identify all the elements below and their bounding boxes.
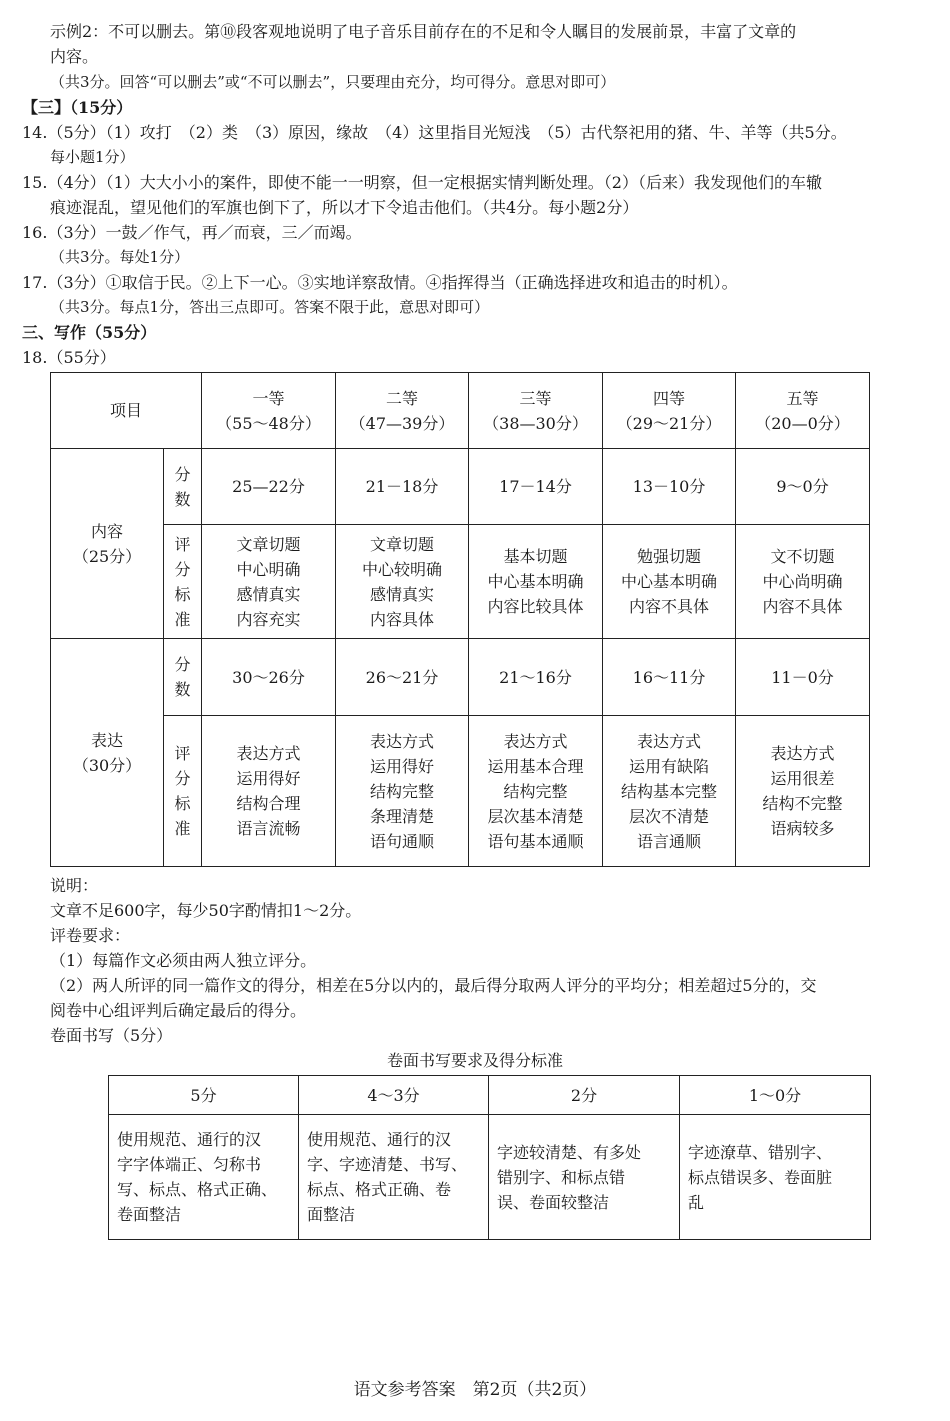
- example2-line2: 内容。: [50, 47, 99, 66]
- content-score-4: 13－10分: [603, 449, 736, 525]
- content-score-3: 17－14分: [469, 449, 603, 525]
- grade-header-row: [51, 373, 870, 449]
- requirement-2-line1: （2）两人所评的同一篇作文的得分，相差在5分以内的，最后得分取两人评分的平均分；相差超过5分的，交: [50, 976, 817, 995]
- handwriting-table: [108, 1075, 871, 1240]
- expression-score-5: 11－0分: [736, 639, 870, 716]
- q14-line1: 14.（5分）（1）攻打 （2）类 （3）原因，缘故 （4）这里指目光短浅 （5）古代祭祀用的猪、牛、羊等（共5分。: [22, 123, 847, 142]
- expression-criteria-4: 表达方式 运用有缺陷 结构基本完整 层次不清楚 语言通顺: [603, 716, 736, 867]
- q14-line2: 每小题1分）: [50, 148, 135, 166]
- level-4-header: 四等 （29～21分）: [603, 373, 736, 449]
- handwriting-cell-3: 字迹较清楚、有多处 错别字、和标点错 误、卷面较整洁: [489, 1115, 680, 1240]
- requirement-1: （1）每篇作文必须由两人独立评分。: [50, 951, 317, 970]
- level-3-header: 三等 （38—30分）: [469, 373, 603, 449]
- handwriting-header-1: 5分: [109, 1076, 299, 1115]
- handwriting-header-2: 4～3分: [299, 1076, 489, 1115]
- expression-score-label: 分 数: [164, 639, 202, 716]
- content-score-label: 分 数: [164, 449, 202, 525]
- content-score-1: 25—22分: [202, 449, 336, 525]
- expression-score-row: [51, 639, 870, 716]
- expression-score-2: 26～21分: [336, 639, 469, 716]
- expression-criteria-label: 评 分 标 准: [164, 716, 202, 867]
- content-score-5: 9～0分: [736, 449, 870, 525]
- handwriting-header-row: [109, 1076, 871, 1115]
- explain-label: 说明：: [50, 876, 99, 895]
- section3-heading: 【三】（15分）: [22, 98, 133, 117]
- explain-text: 文章不足600字，每少50字酌情扣1～2分。: [50, 901, 362, 920]
- q17-line1: 17.（3分）①取信于民。②上下一心。③实地详察敌情。④指挥得当（正确选择进攻和追击的时机）。: [22, 273, 738, 292]
- handwriting-cell-4: 字迹潦草、错别字、 标点错误多、卷面脏 乱: [680, 1115, 871, 1240]
- handwriting-header-3: 2分: [489, 1076, 680, 1115]
- handwriting-cell-2: 使用规范、通行的汉 字、字迹清楚、书写、 标点、格式正确、卷 面整洁: [299, 1115, 489, 1240]
- content-criteria-1: 文章切题 中心明确 感情真实 内容充实: [202, 525, 336, 639]
- writing-heading: 三、写作（55分）: [22, 323, 157, 342]
- handwriting-table-caption: 卷面书写要求及得分标准: [386, 1051, 563, 1070]
- content-criteria-4: 勉强切题 中心基本明确 内容不具体: [603, 525, 736, 639]
- content-criteria-3: 基本切题 中心基本明确 内容比较具体: [469, 525, 603, 639]
- handwriting-body-row: [109, 1115, 871, 1240]
- requirements-label: 评卷要求：: [50, 926, 131, 945]
- expression-score-4: 16～11分: [603, 639, 736, 716]
- expression-score-3: 21～16分: [469, 639, 603, 716]
- q18-label: 18.（55分）: [22, 348, 116, 367]
- handwriting-label: 卷面书写（5分）: [50, 1026, 173, 1045]
- example2-line1: 示例2：不可以删去。第⑩段客观地说明了电子音乐目前存在的不足和令人瞩目的发展前景，丰富了文章的: [50, 22, 797, 41]
- content-category: 内容 （25分）: [51, 449, 164, 639]
- expression-score-1: 30～26分: [202, 639, 336, 716]
- content-criteria-row: [51, 525, 870, 639]
- content-score-2: 21－18分: [336, 449, 469, 525]
- expression-criteria-row: [51, 716, 870, 867]
- item-header: 项目: [51, 373, 202, 449]
- grading-table: [50, 372, 870, 867]
- content-criteria-2: 文章切题 中心较明确 感情真实 内容具体: [336, 525, 469, 639]
- content-criteria-label: 评 分 标 准: [164, 525, 202, 639]
- q16-line1: 16.（3分）一鼓／作气，再／而衰，三／而竭。: [22, 223, 362, 242]
- content-criteria-5: 文不切题 中心尚明确 内容不具体: [736, 525, 870, 639]
- level-5-header: 五等 （20—0分）: [736, 373, 870, 449]
- expression-criteria-2: 表达方式 运用得好 结构完整 条理清楚 语句通顺: [336, 716, 469, 867]
- q17-line2: （共3分。每点1分，答出三点即可。答案不限于此，意思对即可）: [50, 298, 490, 316]
- page-footer: 语文参考答案 第2页（共2页）: [353, 1380, 597, 1400]
- expression-category: 表达 （30分）: [51, 639, 164, 867]
- expression-criteria-3: 表达方式 运用基本合理 结构完整 层次基本清楚 语句基本通顺: [469, 716, 603, 867]
- level-1-header: 一等 （55～48分）: [202, 373, 336, 449]
- q15-line1: 15.（4分）（1）大大小小的案件，即使不能一一明察，但一定根据实情判断处理。（2）（后来）我发现他们的车辙: [22, 173, 822, 192]
- q16-line2: （共3分。每处1分）: [50, 248, 190, 266]
- requirement-2-line2: 阅卷中心组评判后确定最后的得分。: [50, 1001, 307, 1020]
- handwriting-cell-1: 使用规范、通行的汉 字字体端正、匀称书 写、标点、格式正确、 卷面整洁: [109, 1115, 299, 1240]
- handwriting-header-4: 1～0分: [680, 1076, 871, 1115]
- example2-note: （共3分。回答“可以删去”或“不可以删去”，只要理由充分，均可得分。意思对即可）: [50, 73, 616, 91]
- expression-criteria-1: 表达方式 运用得好 结构合理 语言流畅: [202, 716, 336, 867]
- level-2-header: 二等 （47—39分）: [336, 373, 469, 449]
- content-score-row: [51, 449, 870, 525]
- expression-criteria-5: 表达方式 运用很差 结构不完整 语病较多: [736, 716, 870, 867]
- q15-line2: 痕迹混乱，望见他们的军旗也倒下了，所以才下令追击他们。（共4分。每小题2分）: [50, 198, 639, 217]
